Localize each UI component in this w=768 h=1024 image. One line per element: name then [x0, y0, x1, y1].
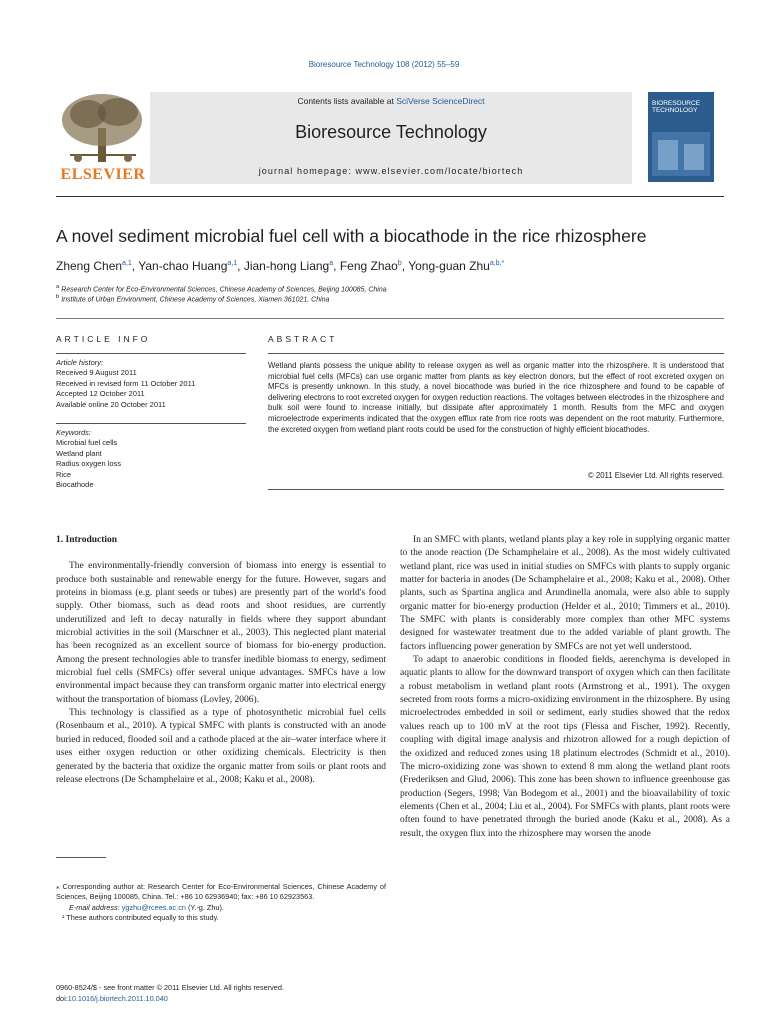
body-paragraph: This technology is classified as a type of photosynthetic microbial fuel cells (Rosenbaum et al., 2010). A typical SMFC with plants is constructed with an anode buried in reduced, flooded soil and a cathode placed at the air–water interface where it uses either oxygen reduction or other oxidizing chemicals. Electricity is then generated by the bacteria that oxidize the organic matter from soils or plant roots and release electrons (De Schamphelaire et al., 2008; Kaku et al., 2008). [56, 708, 386, 785]
equal-contribution-note: ¹ These authors contributed equally to this study. [62, 913, 219, 923]
article-history [56, 358, 246, 410]
author-affiliation-mark[interactable]: a [329, 260, 334, 267]
history-online: Available online 20 October 2011 [56, 399, 166, 409]
history-label: Article history: [56, 358, 104, 367]
journal-masthead [150, 92, 632, 184]
abstract-text: Wetland plants possess the unique ability to release oxygen as well as organic matter into the rhizosphere. It is understood that microbial fuel cells (MFCs) can use organic matter from plants as key electron donors, but the effect of root excreted oxygen on MFCs is presently unknown. In this study, a novel biocathode was buried in the rice rhizosphere and found to be capable of delivering electrons to root excreted oxygen for oxygen reduction reactions. The voltages between electrodes in the rhizosphere and bulk soil were found to increase initially, but dissipate after approximately 1 month. Results from the MFC and oxygen microelectrode experiments indicated that the oxygen efflux rate from rice roots was dependent on the root maturity. Furthermore, the excreted oxygen from wetland plant roots could be used for the construction of highly efficient biocathodes. [268, 361, 724, 434]
body-paragraph: The environmentally-friendly conversion of biomass into energy is essential to produce both sustainable and renewable energy for the future. However, sugars and proteins in biomass (e.g. plant seeds or tubes) are presently part of the world's food supply. Other biomass, such as dead roots and shoot residues, are currently underutilized and left to decay naturally in fields where they support abundant microbial activities in the soil (Marschner et al., 2003). This neglected plant material has been recognized as an excellent source of biomass for bio-energy production. Among the present technologies able to transfer inedible biomass to energy, sediment microbial fuel cells (SMFCs) offer several unique advantages. SMFCs have a low environmental impact because they can transform organic matter into electrical energy without the transportation of biomass (Lovley, 2006). [56, 561, 386, 705]
author-list: Zheng Chen$^{a,1}$, Yan-chao Huang$^{a,1}$, Jian-hong Liang$^a$, Feng Zhao$^b$, Yong-guan Zhu$^{a,b,*}$ [56, 259, 505, 273]
sciencedirect-link[interactable]: SciVerse ScienceDirect [396, 96, 485, 106]
journal-cover[interactable] [648, 92, 714, 182]
front-matter-line: 0960-8524/$ - see front matter © 2011 Elsevier Ltd. All rights reserved. [56, 983, 284, 992]
doi-line: doi:10.1016/j.biortech.2011.10.040 [56, 993, 168, 1003]
body-paragraph: In an SMFC with plants, wetland plants play a key role in supplying organic matter to the anode reaction (De Schamphelaire et al., 2008). As the most widely cultivated wetland plant, rice was used in initial studies on SMFCs with plants to supply organic matter for bacteria in anodes (De Schamphelaire et al., 2008; Kaku et al., 2008). Other plants, such as Spartina anglica and Arundinella anomala, were also able to supply organic matter for bio-energy production (Helder et al., 2010; Timmers et al., 2010). The SMFC with plants is considerably more complex than other MFC systems designed for wastewater treatment due to the added variable of plant growth. The factors influencing power generation by SMFCs are not yet well understood. [400, 535, 730, 652]
author-name: Yan-chao Huang [138, 259, 228, 273]
author-name: Yong-guan Zhu [408, 259, 490, 273]
header-rule [56, 196, 724, 197]
email-link[interactable]: ygzhu@rcees.ac.cn [121, 902, 186, 912]
homepage-prefix: journal homepage: [258, 166, 356, 176]
title-rule [56, 318, 724, 319]
history-received: Received 9 August 2011 [56, 368, 137, 378]
body-paragraph: To adapt to anaerobic conditions in flooded fields, aerenchyma is developed in aquatic plants to allow for the downward transport of oxygen which can then facilitate a robust metabolism in wetland plant roots (Armstrong et al., 1991). The oxygen secreted from roots forms a micro-oxidizing environment in the rhizosphere. By using microelectrodes embedded in soil or sediment, early studies showed that the redox values reach up to 100 mV at the root tips (Flessa and Fischer, 1992). Recently, coupling with digital image analysis and rhizotron allowed for a rough depiction of the oxidized and reduced zones using 18 platinum electrodes (Schmidt et al., 2010). The micro-oxidizing zone was shown to extend 8 mm along the wetland plant roots (Frederiksen and Glud, 2006). This zone has been shown to influence greenhouse gas production (Segers, 1998; Van Bodegom et al., 2001) and the bioavailability of toxic elements (Chen et al., 2004; Liu et al., 2004). For SMFCs with plants, plant roots were often found to have penetrated through the buried anode (Kaku et al., 2008). As a result, the oxygen flux into the rhizosphere may worsen the anode [400, 655, 730, 839]
author-name: Feng Zhao [339, 259, 398, 273]
contents-prefix: Contents lists available at [297, 96, 397, 106]
journal-homepage [150, 166, 632, 176]
keyword: Rice [56, 469, 72, 479]
abstract-rule [268, 353, 724, 354]
page-footer [56, 983, 284, 1005]
abstract-copyright: © 2011 Elsevier Ltd. All rights reserved. [587, 471, 724, 480]
article-info-rule [56, 353, 246, 354]
keyword: Biocathode [56, 480, 94, 490]
article-title: A novel sediment microbial fuel cell with a biocathode in the rice rhizosphere [56, 226, 647, 246]
journal-title: Bioresource Technology [295, 122, 487, 142]
section-heading: 1. Introduction [56, 535, 118, 545]
journal-citation[interactable]: Bioresource Technology 108 (2012) 55–59 [308, 60, 460, 69]
keywords-label: Keywords: [56, 428, 92, 437]
history-accepted: Accepted 12 October 2011 [56, 389, 145, 399]
keywords-rule [56, 423, 246, 424]
affiliation-a: $^a$ Research Center for Eco-Environmental Sciences, Chinese Academy of Sciences, Beijing 100085, China [56, 284, 387, 294]
abstract-bottom-rule [268, 489, 724, 490]
article-info-heading: ARTICLE INFO [56, 334, 151, 344]
contents-availability [150, 96, 632, 106]
keyword: Wetland plant [56, 448, 102, 458]
history-revised: Received in revised form 11 October 2011 [56, 378, 196, 388]
left-column [56, 534, 386, 787]
footnote-rule [56, 857, 106, 858]
tree-icon [58, 92, 148, 166]
email-note: E-mail address: ygzhu@rcees.ac.cn (Y.-g. Zhu). [69, 902, 224, 912]
abstract-heading: ABSTRACT [268, 334, 338, 344]
elsevier-logo[interactable] [58, 92, 148, 184]
author-name: Jian-hong Liang [243, 259, 330, 273]
keyword: Microbial fuel cells [56, 438, 118, 448]
author-affiliation-mark[interactable]: b [397, 260, 402, 267]
author-name: Zheng Chen [56, 259, 123, 273]
keyword: Radius oxygen loss [56, 459, 122, 469]
affiliation-b: $^b$ Institute of Urban Environment, Chinese Academy of Sciences, Xiamen 361021, China [56, 294, 330, 304]
corresponding-author-note: ⁎ Corresponding author at: Research Center for Eco-Environmental Sciences, Chinese Academy of Sciences, Beijing 100085, China. Tel.: +86 10 62936940; fax: +86 10 62923563. [56, 882, 386, 902]
keywords [56, 428, 246, 490]
right-column [400, 534, 730, 841]
author-affiliation-mark[interactable]: a,1 [227, 260, 238, 267]
publisher-logo-text: ELSEVIER [60, 166, 146, 183]
cover-title: BIORESOURCE TECHNOLOGY [652, 100, 701, 114]
homepage-link[interactable]: www.elsevier.com/locate/biortech [355, 166, 524, 176]
cover-image-icon [648, 92, 714, 182]
footnotes [56, 882, 386, 924]
author-affiliation-mark[interactable]: a,b,* [489, 260, 505, 267]
author-affiliation-mark[interactable]: a,1 [122, 260, 132, 267]
doi-link[interactable]: 10.1016/j.biortech.2011.10.040 [67, 993, 168, 1003]
